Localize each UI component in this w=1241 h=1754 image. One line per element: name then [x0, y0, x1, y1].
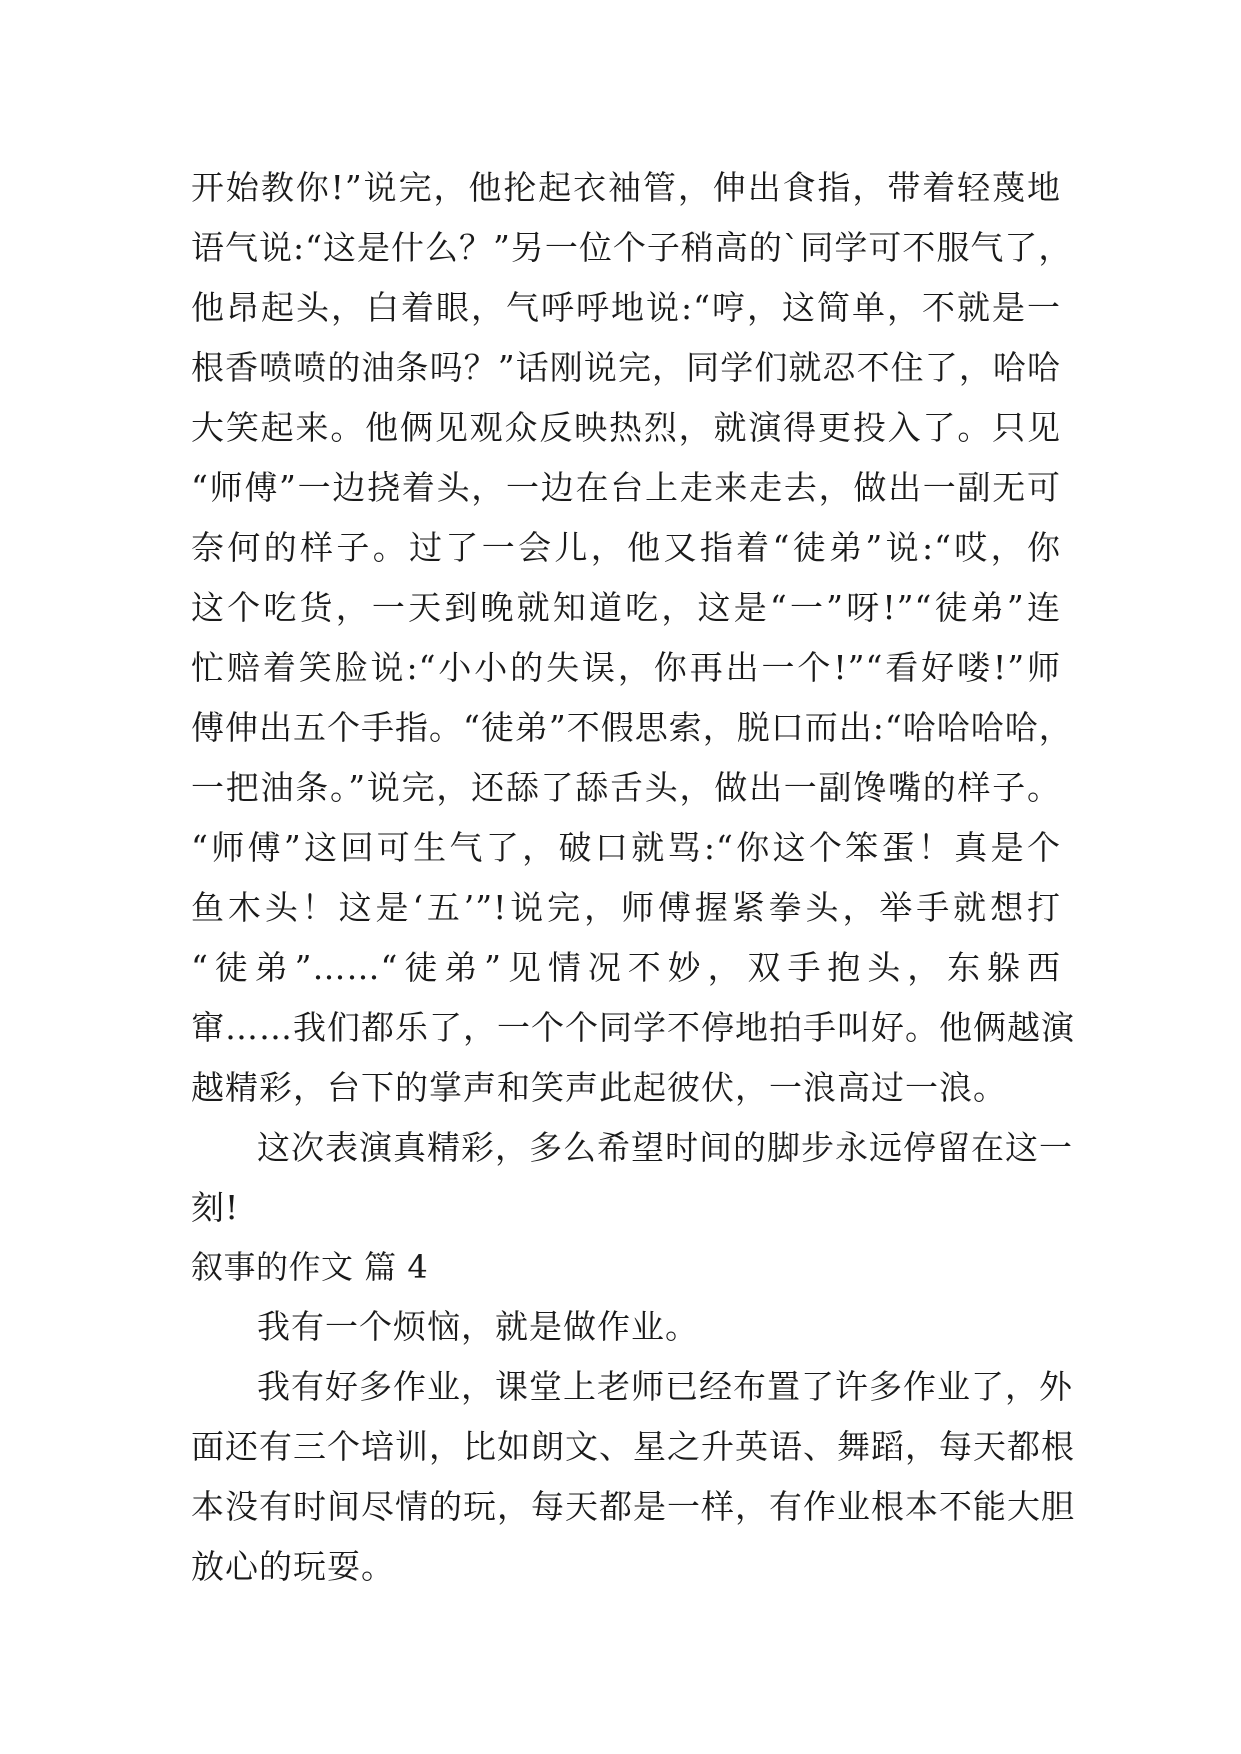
text-line: 他昂起头，白着眼，气呼呼地说:“哼，这简单，不就是一 [191, 288, 1061, 327]
paragraph-homework [191, 1357, 1075, 1597]
text-line: 鱼木头！这是‘五’”!说完，师傅握紧拳头，举手就想打 [191, 888, 1061, 927]
section-heading: 叙事的作文 篇 4 [191, 1248, 429, 1286]
text-line: 刻! [191, 1188, 240, 1227]
text-line: 我有好多作业，课堂上老师已经布置了许多作业了，外 [257, 1367, 1073, 1406]
text-line: “徒弟”……“徒弟”见情况不妙，双手抱头，东躲西 [191, 948, 1061, 987]
text-line: 本没有时间尽情的玩，每天都是一样，有作业根本不能大胆 [191, 1487, 1075, 1526]
text-line: 语气说:“这是什么？”另一位个子稍高的`同学可不服气了， [191, 228, 1073, 267]
text-line: 大笑起来。他俩见观众反映热烈，就演得更投入了。只见 [191, 408, 1061, 447]
text-line: 窜……我们都乐了，一个个同学不停地拍手叫好。他俩越演 [191, 1008, 1075, 1047]
text-line: 越精彩，台下的掌声和笑声此起彼伏，一浪高过一浪。 [191, 1068, 1007, 1107]
text-line: 傅伸出五个手指。“徒弟”不假思索，脱口而出:“哈哈哈哈， [191, 708, 1073, 747]
text-line: 这次表演真精彩，多么希望时间的脚步永远停留在这一 [257, 1128, 1073, 1167]
text-line: 一把油条。”说完，还舔了舔舌头，做出一副馋嘴的样子。 [191, 768, 1061, 807]
text-line: 放心的玩耍。 [191, 1547, 395, 1586]
text-line: “师傅”一边挠着头，一边在台上走来走去，做出一副无可 [191, 468, 1061, 507]
text-line: 开始教你!”说完，他抡起衣袖管，伸出食指，带着轻蔑地 [191, 168, 1061, 207]
document-body [191, 158, 1075, 1597]
text-line: “师傅”这回可生气了，破口就骂:“你这个笨蛋！真是个 [191, 828, 1061, 867]
text-line: 面还有三个培训，比如朗文、星之升英语、舞蹈，每天都根 [191, 1427, 1075, 1466]
paragraph-closing [191, 1118, 1073, 1238]
paragraph-intro: 我有一个烦恼，就是做作业。 [257, 1307, 699, 1346]
paragraph-story-continuation [191, 158, 1075, 1118]
text-line: 忙赔着笑脸说:“小小的失误，你再出一个!”“看好喽!”师 [191, 648, 1061, 687]
text-line: 根香喷喷的油条吗？”话刚说完，同学们就忍不住了，哈哈 [191, 348, 1061, 387]
text-line: 这个吃货，一天到晚就知道吃，这是“一”呀!”“徒弟”连 [191, 588, 1061, 627]
text-line: 奈何的样子。过了一会儿，他又指着“徒弟”说:“哎，你 [191, 528, 1061, 567]
